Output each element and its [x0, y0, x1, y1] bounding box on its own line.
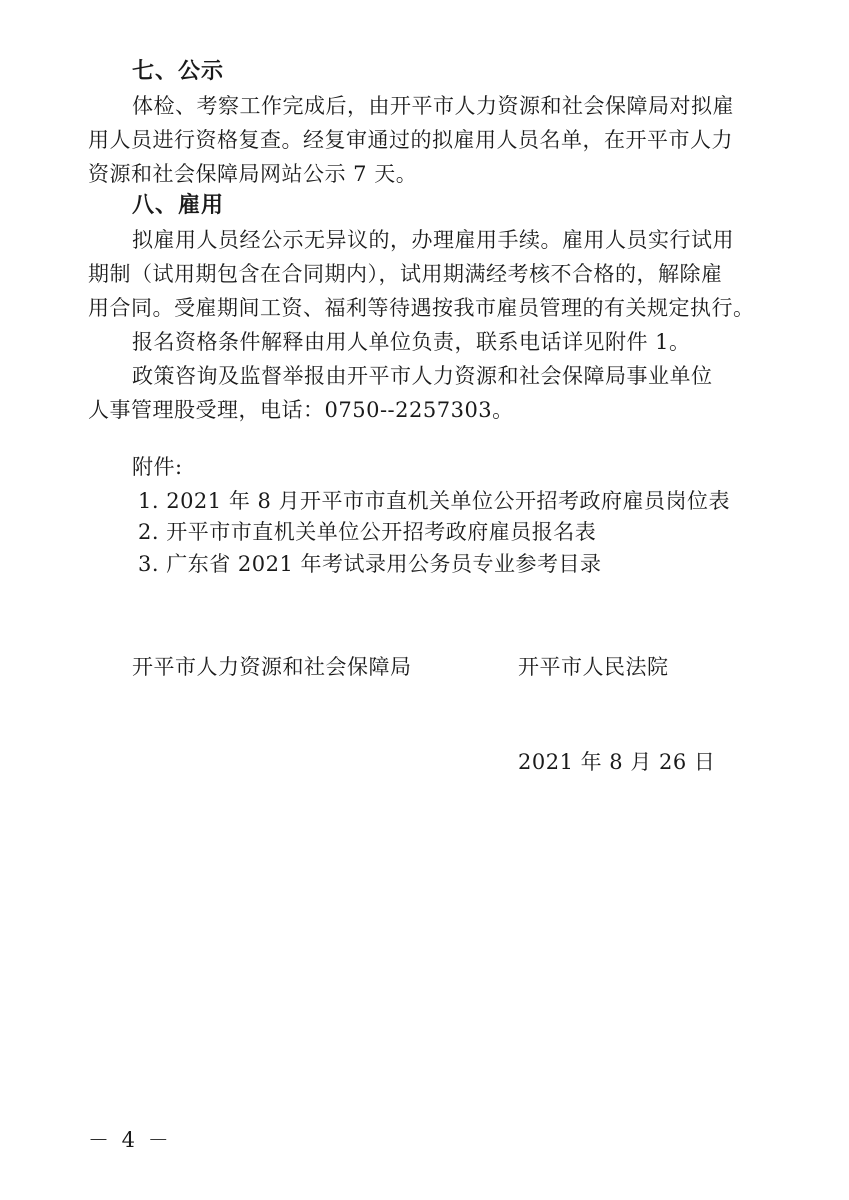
paragraph-line: 资源和社会保障局网站公示 7 天。	[88, 162, 418, 186]
signature-date: 2021 年 8 月 26 日	[518, 750, 716, 774]
attachment-item: 2. 开平市市直机关单位公开招考政府雇员报名表	[138, 520, 597, 544]
paragraph-line: 体检、考察工作完成后，由开平市人力资源和社会保障局对拟雇	[132, 94, 734, 118]
paragraph-line: 人事管理股受理，电话：0750--2257303。	[88, 398, 514, 422]
attachment-item: 3. 广东省 2021 年考试录用公务员专业参考目录	[138, 552, 602, 576]
signature-org-court: 开平市人民法院	[518, 655, 669, 679]
paragraph-line: 拟雇用人员经公示无异议的，办理雇用手续。雇用人员实行试用	[132, 228, 734, 252]
paragraph-line: 用合同。受雇期间工资、福利等待遇按我市雇员管理的有关规定执行。	[88, 296, 755, 320]
attachment-item: 1. 2021 年 8 月开平市市直机关单位公开招考政府雇员岗位表	[138, 489, 731, 513]
paragraph-line: 期制（试用期包含在合同期内），试用期满经考核不合格的，解除雇	[88, 262, 723, 286]
signature-org-hr-bureau: 开平市人力资源和社会保障局	[132, 655, 412, 679]
paragraph-line: 报名资格条件解释由用人单位负责，联系电话详见附件 1。	[132, 330, 691, 354]
paragraph-line: 用人员进行资格复查。经复审通过的拟雇用人员名单，在开平市人力	[88, 128, 733, 152]
section-heading-employment: 八、雇用	[132, 193, 225, 218]
attachments-label: 附件:	[132, 455, 183, 479]
section-heading-publicity: 七、公示	[132, 59, 225, 84]
paragraph-line: 政策咨询及监督举报由开平市人力资源和社会保障局事业单位	[132, 364, 713, 388]
page-number: － 4 －	[88, 1128, 172, 1152]
